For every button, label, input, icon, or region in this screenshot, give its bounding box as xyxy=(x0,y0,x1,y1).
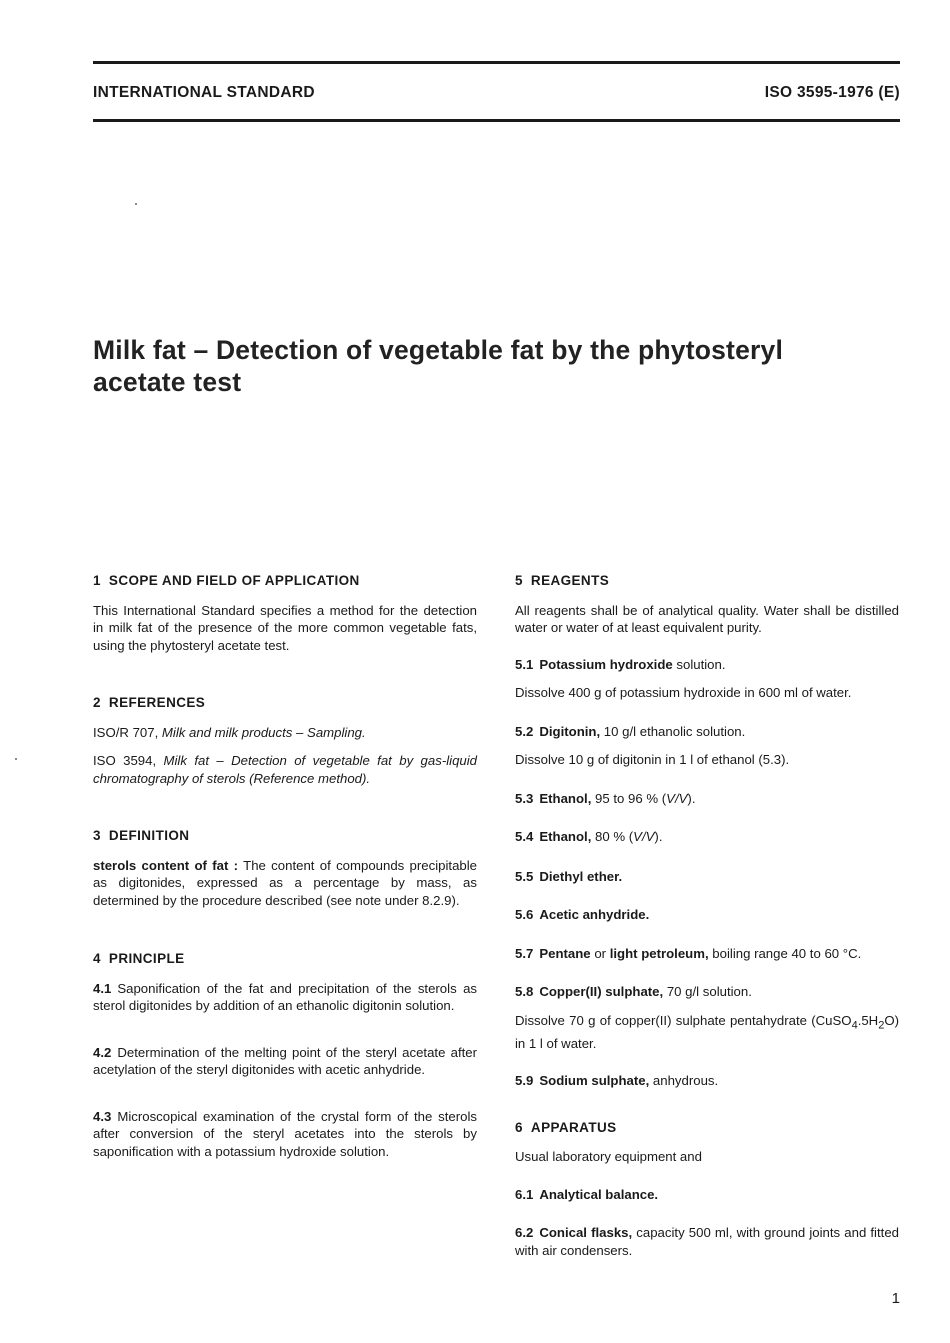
principle-clause: 4.2 Determination of the melting point of the steryl acetate after acetylation of the steryl digitonides with acetic anhydride. xyxy=(93,1044,477,1077)
header-document-number: ISO 3595-1976 (E) xyxy=(764,84,900,101)
title-line-2: acetate test xyxy=(93,367,242,397)
reagent-item: 5.5 Diethyl ether. xyxy=(515,868,623,884)
principle-clause: 4.3 Microscopical examination of the crystal form of the sterols after conversion of the steryl acetates into the sterols by saponification with a potassium hydroxide solution. xyxy=(93,1108,477,1159)
reagent-item: 5.9 Sodium sulphate, anhydrous. xyxy=(515,1073,719,1089)
section-heading-definition: 3 DEFINITION xyxy=(93,828,190,843)
section-heading-references: 2 REFERENCES xyxy=(93,695,206,710)
top-rule xyxy=(93,61,900,64)
apparatus-intro: Usual laboratory equipment and xyxy=(515,1149,702,1165)
reagent-text: Dissolve 10 g of digitonin in 1 l of ethanol (5.3). xyxy=(515,752,790,767)
reagent-item: 5.8 Copper(II) sulphate, 70 g/l solution. xyxy=(515,984,752,999)
right-column xyxy=(515,572,899,1259)
scope-text: This International Standard specifies a method for the detection in milk fat of the presence of the more common vegetable fats, using the phytosteryl acetate test. xyxy=(93,602,477,653)
document-title xyxy=(93,334,893,398)
title-line-1: Milk fat – Detection of vegetable fat by the phytosteryl xyxy=(93,335,784,365)
scan-speck xyxy=(135,203,137,205)
header-standard-label: INTERNATIONAL STANDARD xyxy=(93,84,315,101)
apparatus-item: 6.1 Analytical balance. xyxy=(515,1186,659,1202)
reagent-item: 5.1 Potassium hydroxide solution. xyxy=(515,656,726,672)
reagent-item: 5.3 Ethanol, 95 to 96 % (V/V). xyxy=(515,790,696,806)
left-column xyxy=(93,572,477,1160)
reagents-intro: All reagents shall be of analytical quality. Water shall be distilled water or water of at least equivalent purity. xyxy=(515,602,899,635)
section-heading-reagents: 5 REAGENTS xyxy=(515,573,610,588)
reagent-item: 5.2 Digitonin, 10 g/l ethanolic solution. xyxy=(515,723,746,739)
section-heading-apparatus: 6 APPARATUS xyxy=(515,1119,617,1135)
reference-item: ISO/R 707, Milk and milk products – Sampling. xyxy=(93,724,366,740)
header-rule xyxy=(93,119,900,122)
reagent-text: Dissolve 70 g of copper(II) sulphate pentahydrate $(CuSO_4.5H_2O)$ in 1 l of water. xyxy=(515,1012,899,1051)
principle-clause: 4.1 Saponification of the fat and precipitation of the sterols as sterol digitonides by addition of an ethanolic digitonin solution. xyxy=(93,980,477,1013)
section-heading-principle: 4 PRINCIPLE xyxy=(93,951,185,966)
apparatus-item: 6.2 Conical flasks, capacity 500 ml, with ground joints and fitted with air condensers. xyxy=(515,1225,899,1258)
reagent-text: Dissolve 400 g of potassium hydroxide in 600 ml of water. xyxy=(515,685,852,700)
reagent-item: 5.6 Acetic anhydride. xyxy=(515,907,650,922)
scan-speck xyxy=(15,758,17,760)
reagent-item: 5.7 Pentane or light petroleum, boiling range 40 to 60 °C. xyxy=(515,945,862,961)
reference-item: ISO 3594, Milk fat – Detection of vegetable fat by gas-liquid chromatography of sterols (Reference method). xyxy=(93,753,477,786)
section-heading-scope: 1 SCOPE AND FIELD OF APPLICATION xyxy=(93,573,360,588)
page-number: 1 xyxy=(891,1290,900,1307)
reagent-item: 5.4 Ethanol, 80 % (V/V). xyxy=(515,829,663,844)
definition-text: sterols content of fat : The content of compounds precipitable as digitonides, expressed as a percentage by mass, as determined by the procedure described (see note under 8.2.9). xyxy=(93,857,478,908)
